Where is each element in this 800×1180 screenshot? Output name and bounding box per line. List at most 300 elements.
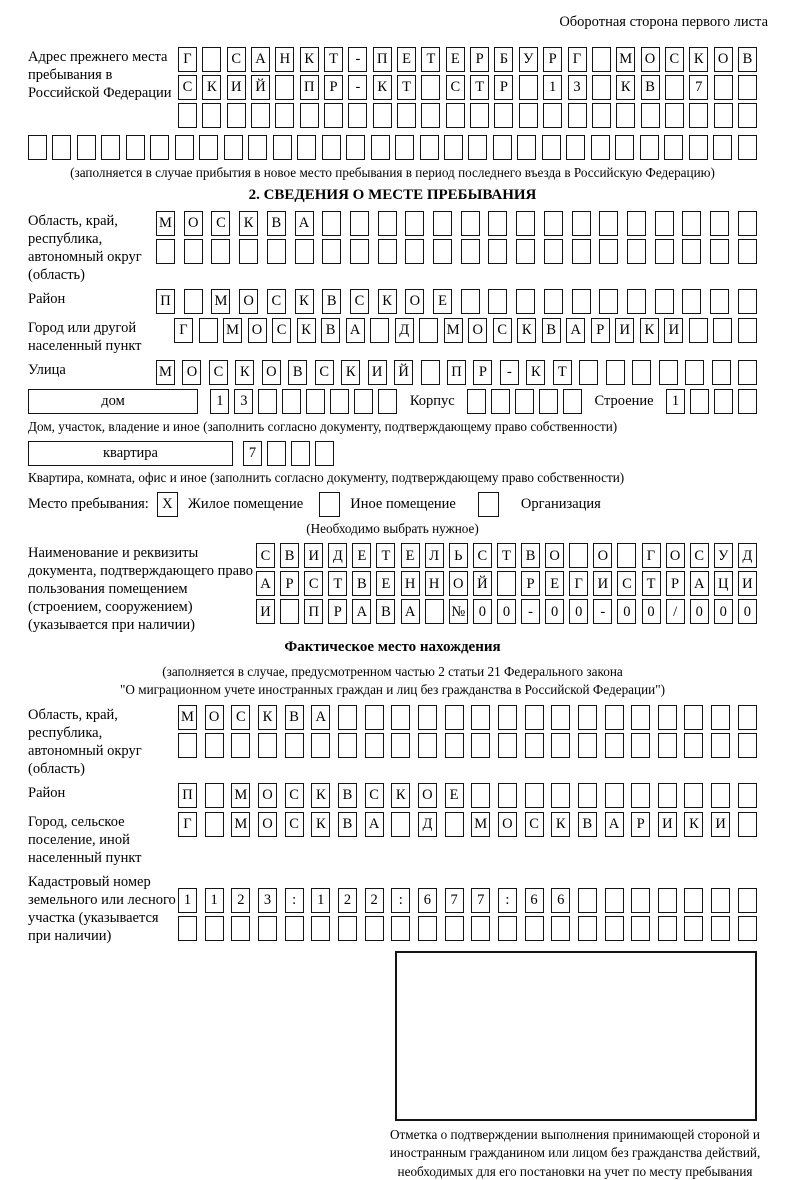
char-cell[interactable] xyxy=(605,733,624,758)
char-cell[interactable] xyxy=(295,239,314,264)
char-cell[interactable]: А xyxy=(311,705,330,730)
char-cell[interactable]: Г xyxy=(568,47,587,72)
char-cell[interactable]: П xyxy=(447,360,466,385)
confirmation-mark-box[interactable] xyxy=(395,951,757,1121)
char-cell[interactable]: С xyxy=(617,571,636,596)
stay-option-checkbox-organization[interactable] xyxy=(478,492,499,517)
char-cell[interactable] xyxy=(498,705,517,730)
char-cell[interactable] xyxy=(184,239,203,264)
char-cell[interactable] xyxy=(150,135,169,160)
char-cell[interactable]: 7 xyxy=(243,441,262,466)
char-cell[interactable]: 0 xyxy=(569,599,588,624)
char-cell[interactable]: - xyxy=(593,599,612,624)
char-cell[interactable] xyxy=(713,318,732,343)
char-cell[interactable]: 0 xyxy=(545,599,564,624)
char-cell[interactable]: А xyxy=(352,599,371,624)
char-cell[interactable]: К xyxy=(517,318,536,343)
char-cell[interactable]: Е xyxy=(433,289,452,314)
char-cell[interactable] xyxy=(231,733,250,758)
char-cell[interactable] xyxy=(713,135,732,160)
char-cell[interactable] xyxy=(202,103,221,128)
char-cell[interactable] xyxy=(348,103,367,128)
char-cell[interactable]: : xyxy=(391,888,410,913)
char-cell[interactable] xyxy=(493,135,512,160)
char-cell[interactable]: П xyxy=(373,47,392,72)
char-cell[interactable]: Т xyxy=(553,360,572,385)
char-cell[interactable]: Т xyxy=(497,543,516,568)
char-cell[interactable] xyxy=(655,239,674,264)
char-cell[interactable]: С xyxy=(211,211,230,236)
char-cell[interactable]: О xyxy=(641,47,660,72)
char-cell[interactable]: М xyxy=(471,812,490,837)
char-cell[interactable]: Р xyxy=(324,75,343,100)
char-cell[interactable] xyxy=(738,812,757,837)
char-cell[interactable] xyxy=(655,289,674,314)
char-cell[interactable]: Е xyxy=(445,783,464,808)
char-cell[interactable]: 7 xyxy=(689,75,708,100)
char-cell[interactable] xyxy=(365,916,384,941)
char-cell[interactable]: И xyxy=(738,571,757,596)
char-cell[interactable]: С xyxy=(178,75,197,100)
char-cell[interactable] xyxy=(551,705,570,730)
char-cell[interactable] xyxy=(306,389,325,414)
char-cell[interactable]: К xyxy=(297,318,316,343)
char-cell[interactable] xyxy=(461,239,480,264)
char-cell[interactable] xyxy=(378,239,397,264)
char-cell[interactable] xyxy=(275,103,294,128)
char-cell[interactable]: Й xyxy=(473,571,492,596)
char-cell[interactable]: Т xyxy=(328,571,347,596)
char-cell[interactable] xyxy=(572,289,591,314)
char-cell[interactable]: О xyxy=(239,289,258,314)
char-cell[interactable] xyxy=(685,360,704,385)
char-cell[interactable] xyxy=(446,103,465,128)
char-cell[interactable]: И xyxy=(227,75,246,100)
char-cell[interactable] xyxy=(605,888,624,913)
char-cell[interactable]: 1 xyxy=(178,888,197,913)
char-cell[interactable] xyxy=(615,135,634,160)
char-cell[interactable]: В xyxy=(321,318,340,343)
char-cell[interactable] xyxy=(605,783,624,808)
char-cell[interactable]: Р xyxy=(494,75,513,100)
char-cell[interactable] xyxy=(738,705,757,730)
char-cell[interactable]: 7 xyxy=(445,888,464,913)
char-cell[interactable] xyxy=(324,103,343,128)
char-cell[interactable]: - xyxy=(348,47,367,72)
char-cell[interactable]: Е xyxy=(446,47,465,72)
char-cell[interactable]: И xyxy=(664,318,683,343)
char-cell[interactable]: С xyxy=(525,812,544,837)
char-cell[interactable]: И xyxy=(711,812,730,837)
char-cell[interactable] xyxy=(568,103,587,128)
char-cell[interactable]: К xyxy=(391,783,410,808)
char-cell[interactable] xyxy=(445,916,464,941)
char-cell[interactable] xyxy=(461,289,480,314)
char-cell[interactable]: Г xyxy=(174,318,193,343)
char-cell[interactable] xyxy=(631,916,650,941)
char-cell[interactable] xyxy=(519,75,538,100)
char-cell[interactable]: А xyxy=(346,318,365,343)
char-cell[interactable] xyxy=(592,75,611,100)
char-cell[interactable] xyxy=(178,103,197,128)
char-cell[interactable] xyxy=(433,239,452,264)
char-cell[interactable]: 0 xyxy=(738,599,757,624)
char-cell[interactable]: К xyxy=(235,360,254,385)
char-cell[interactable]: С xyxy=(315,360,334,385)
char-cell[interactable]: Р xyxy=(631,812,650,837)
char-cell[interactable] xyxy=(684,916,703,941)
char-cell[interactable] xyxy=(205,916,224,941)
char-cell[interactable]: С xyxy=(304,571,323,596)
char-cell[interactable] xyxy=(714,389,733,414)
char-cell[interactable]: А xyxy=(256,571,275,596)
char-cell[interactable] xyxy=(738,783,757,808)
char-cell[interactable] xyxy=(202,47,221,72)
char-cell[interactable]: Б xyxy=(494,47,513,72)
char-cell[interactable]: Н xyxy=(401,571,420,596)
char-cell[interactable] xyxy=(300,103,319,128)
char-cell[interactable] xyxy=(420,135,439,160)
char-cell[interactable] xyxy=(711,783,730,808)
char-cell[interactable] xyxy=(738,389,757,414)
char-cell[interactable] xyxy=(544,289,563,314)
char-cell[interactable] xyxy=(714,103,733,128)
char-cell[interactable] xyxy=(297,135,316,160)
char-cell[interactable]: П xyxy=(300,75,319,100)
char-cell[interactable] xyxy=(354,389,373,414)
char-cell[interactable]: Р xyxy=(473,360,492,385)
char-cell[interactable]: К xyxy=(689,47,708,72)
char-cell[interactable]: Д xyxy=(328,543,347,568)
char-cell[interactable] xyxy=(338,705,357,730)
char-cell[interactable] xyxy=(605,916,624,941)
char-cell[interactable]: К xyxy=(311,783,330,808)
char-cell[interactable] xyxy=(641,103,660,128)
char-cell[interactable] xyxy=(418,916,437,941)
char-cell[interactable] xyxy=(665,75,684,100)
char-cell[interactable] xyxy=(498,783,517,808)
char-cell[interactable]: 6 xyxy=(418,888,437,913)
char-cell[interactable]: Н xyxy=(425,571,444,596)
char-cell[interactable] xyxy=(421,75,440,100)
char-cell[interactable] xyxy=(592,47,611,72)
char-cell[interactable]: С xyxy=(473,543,492,568)
char-cell[interactable] xyxy=(616,103,635,128)
char-cell[interactable]: - xyxy=(348,75,367,100)
char-cell[interactable] xyxy=(664,135,683,160)
char-cell[interactable]: В xyxy=(280,543,299,568)
char-cell[interactable]: Т xyxy=(376,543,395,568)
char-cell[interactable] xyxy=(445,812,464,837)
char-cell[interactable]: Г xyxy=(569,571,588,596)
char-cell[interactable] xyxy=(690,389,709,414)
char-cell[interactable] xyxy=(365,705,384,730)
char-cell[interactable]: С xyxy=(227,47,246,72)
char-cell[interactable] xyxy=(665,103,684,128)
char-cell[interactable] xyxy=(467,389,486,414)
char-cell[interactable] xyxy=(391,705,410,730)
char-cell[interactable] xyxy=(572,239,591,264)
char-cell[interactable]: О xyxy=(184,211,203,236)
char-cell[interactable] xyxy=(525,916,544,941)
char-cell[interactable]: О xyxy=(449,571,468,596)
char-cell[interactable]: Д xyxy=(395,318,414,343)
char-cell[interactable]: В xyxy=(338,783,357,808)
char-cell[interactable] xyxy=(391,733,410,758)
char-cell[interactable]: М xyxy=(156,211,175,236)
char-cell[interactable] xyxy=(488,239,507,264)
char-cell[interactable]: А xyxy=(566,318,585,343)
char-cell[interactable]: 0 xyxy=(473,599,492,624)
char-cell[interactable] xyxy=(373,103,392,128)
char-cell[interactable] xyxy=(205,783,224,808)
char-cell[interactable]: 0 xyxy=(497,599,516,624)
char-cell[interactable]: В xyxy=(641,75,660,100)
char-cell[interactable] xyxy=(516,211,535,236)
char-cell[interactable]: Р xyxy=(280,571,299,596)
char-cell[interactable] xyxy=(517,135,536,160)
char-cell[interactable] xyxy=(684,733,703,758)
char-cell[interactable] xyxy=(578,705,597,730)
char-cell[interactable]: В xyxy=(338,812,357,837)
char-cell[interactable] xyxy=(658,705,677,730)
char-cell[interactable]: К xyxy=(640,318,659,343)
char-cell[interactable]: Т xyxy=(470,75,489,100)
char-cell[interactable]: С xyxy=(690,543,709,568)
char-cell[interactable]: О xyxy=(248,318,267,343)
char-cell[interactable] xyxy=(468,135,487,160)
char-cell[interactable]: В xyxy=(542,318,561,343)
char-cell[interactable]: 3 xyxy=(234,389,253,414)
char-cell[interactable]: О xyxy=(545,543,564,568)
char-cell[interactable] xyxy=(658,733,677,758)
char-cell[interactable] xyxy=(689,318,708,343)
char-cell[interactable] xyxy=(525,705,544,730)
char-cell[interactable] xyxy=(632,360,651,385)
char-cell[interactable]: У xyxy=(519,47,538,72)
char-cell[interactable] xyxy=(599,289,618,314)
char-cell[interactable] xyxy=(205,812,224,837)
char-cell[interactable] xyxy=(689,103,708,128)
char-cell[interactable] xyxy=(711,705,730,730)
char-cell[interactable] xyxy=(712,360,731,385)
char-cell[interactable] xyxy=(391,916,410,941)
char-cell[interactable]: К xyxy=(300,47,319,72)
char-cell[interactable] xyxy=(365,733,384,758)
char-cell[interactable] xyxy=(175,135,194,160)
char-cell[interactable]: О xyxy=(405,289,424,314)
char-cell[interactable]: / xyxy=(666,599,685,624)
char-cell[interactable] xyxy=(710,289,729,314)
char-cell[interactable] xyxy=(539,389,558,414)
char-cell[interactable]: 0 xyxy=(714,599,733,624)
char-cell[interactable]: К xyxy=(373,75,392,100)
char-cell[interactable]: Е xyxy=(401,543,420,568)
char-cell[interactable]: В xyxy=(322,289,341,314)
char-cell[interactable]: В xyxy=(285,705,304,730)
char-cell[interactable] xyxy=(178,916,197,941)
char-cell[interactable]: 1 xyxy=(543,75,562,100)
char-cell[interactable]: 3 xyxy=(258,888,277,913)
char-cell[interactable] xyxy=(684,783,703,808)
char-cell[interactable]: И xyxy=(256,599,275,624)
char-cell[interactable]: Т xyxy=(642,571,661,596)
char-cell[interactable] xyxy=(418,733,437,758)
char-cell[interactable] xyxy=(224,135,243,160)
char-cell[interactable]: Р xyxy=(591,318,610,343)
char-cell[interactable] xyxy=(156,239,175,264)
char-cell[interactable] xyxy=(258,916,277,941)
char-cell[interactable]: А xyxy=(251,47,270,72)
char-cell[interactable] xyxy=(710,239,729,264)
char-cell[interactable] xyxy=(322,239,341,264)
char-cell[interactable] xyxy=(738,733,757,758)
char-cell[interactable] xyxy=(682,211,701,236)
char-cell[interactable] xyxy=(498,733,517,758)
char-cell[interactable] xyxy=(350,211,369,236)
char-cell[interactable] xyxy=(227,103,246,128)
char-cell[interactable] xyxy=(684,705,703,730)
char-cell[interactable]: А xyxy=(365,812,384,837)
char-cell[interactable]: О xyxy=(205,705,224,730)
char-cell[interactable]: Т xyxy=(324,47,343,72)
char-cell[interactable] xyxy=(418,705,437,730)
char-cell[interactable] xyxy=(631,888,650,913)
char-cell[interactable] xyxy=(101,135,120,160)
char-cell[interactable] xyxy=(658,888,677,913)
char-cell[interactable] xyxy=(395,135,414,160)
char-cell[interactable] xyxy=(330,389,349,414)
char-cell[interactable] xyxy=(566,135,585,160)
char-cell[interactable] xyxy=(569,543,588,568)
char-cell[interactable] xyxy=(251,103,270,128)
char-cell[interactable]: С xyxy=(256,543,275,568)
char-cell[interactable] xyxy=(682,289,701,314)
char-cell[interactable] xyxy=(338,916,357,941)
char-cell[interactable] xyxy=(543,103,562,128)
char-cell[interactable]: К xyxy=(616,75,635,100)
char-cell[interactable]: Ц xyxy=(714,571,733,596)
char-cell[interactable] xyxy=(497,571,516,596)
char-cell[interactable] xyxy=(494,103,513,128)
char-cell[interactable] xyxy=(579,360,598,385)
char-cell[interactable]: В xyxy=(578,812,597,837)
char-cell[interactable] xyxy=(282,389,301,414)
char-cell[interactable]: 1 xyxy=(666,389,685,414)
char-cell[interactable]: Д xyxy=(738,543,757,568)
char-cell[interactable]: Г xyxy=(178,812,197,837)
char-cell[interactable] xyxy=(397,103,416,128)
char-cell[interactable]: Е xyxy=(376,571,395,596)
char-cell[interactable] xyxy=(52,135,71,160)
char-cell[interactable]: К xyxy=(684,812,703,837)
char-cell[interactable]: Р xyxy=(470,47,489,72)
char-cell[interactable]: О xyxy=(182,360,201,385)
char-cell[interactable] xyxy=(627,211,646,236)
char-cell[interactable] xyxy=(525,733,544,758)
char-cell[interactable] xyxy=(738,75,757,100)
stay-option-checkbox-residential[interactable]: X xyxy=(157,492,178,517)
char-cell[interactable]: С xyxy=(350,289,369,314)
char-cell[interactable] xyxy=(338,733,357,758)
char-cell[interactable] xyxy=(77,135,96,160)
char-cell[interactable]: К xyxy=(311,812,330,837)
char-cell[interactable]: К xyxy=(295,289,314,314)
char-cell[interactable] xyxy=(516,289,535,314)
char-cell[interactable]: И xyxy=(593,571,612,596)
char-cell[interactable] xyxy=(572,211,591,236)
char-cell[interactable]: М xyxy=(178,705,197,730)
char-cell[interactable] xyxy=(711,888,730,913)
char-cell[interactable] xyxy=(471,916,490,941)
char-cell[interactable] xyxy=(370,318,389,343)
char-cell[interactable] xyxy=(640,135,659,160)
char-cell[interactable] xyxy=(285,733,304,758)
char-cell[interactable] xyxy=(738,289,757,314)
char-cell[interactable]: В xyxy=(738,47,757,72)
char-cell[interactable]: 7 xyxy=(471,888,490,913)
char-cell[interactable]: К xyxy=(258,705,277,730)
char-cell[interactable]: О xyxy=(714,47,733,72)
char-cell[interactable]: О xyxy=(262,360,281,385)
stay-option-checkbox-other[interactable] xyxy=(319,492,340,517)
char-cell[interactable] xyxy=(631,705,650,730)
char-cell[interactable]: А xyxy=(401,599,420,624)
char-cell[interactable]: К xyxy=(526,360,545,385)
char-cell[interactable] xyxy=(315,441,334,466)
char-cell[interactable]: В xyxy=(267,211,286,236)
char-cell[interactable]: Т xyxy=(397,75,416,100)
char-cell[interactable] xyxy=(470,103,489,128)
char-cell[interactable]: О xyxy=(258,783,277,808)
char-cell[interactable]: С xyxy=(493,318,512,343)
char-cell[interactable]: А xyxy=(295,211,314,236)
char-cell[interactable]: Е xyxy=(397,47,416,72)
char-cell[interactable] xyxy=(471,733,490,758)
char-cell[interactable]: И xyxy=(615,318,634,343)
char-cell[interactable] xyxy=(405,211,424,236)
char-cell[interactable] xyxy=(599,211,618,236)
char-cell[interactable]: У xyxy=(714,543,733,568)
char-cell[interactable] xyxy=(682,239,701,264)
char-cell[interactable]: С xyxy=(285,812,304,837)
char-cell[interactable]: С xyxy=(209,360,228,385)
char-cell[interactable]: 6 xyxy=(551,888,570,913)
char-cell[interactable]: О xyxy=(468,318,487,343)
char-cell[interactable]: Й xyxy=(251,75,270,100)
char-cell[interactable]: М xyxy=(223,318,242,343)
char-cell[interactable]: М xyxy=(156,360,175,385)
char-cell[interactable]: Р xyxy=(666,571,685,596)
char-cell[interactable]: М xyxy=(231,783,250,808)
char-cell[interactable]: 2 xyxy=(365,888,384,913)
char-cell[interactable] xyxy=(617,543,636,568)
char-cell[interactable] xyxy=(248,135,267,160)
char-cell[interactable] xyxy=(311,733,330,758)
char-cell[interactable]: 2 xyxy=(231,888,250,913)
char-cell[interactable]: О xyxy=(666,543,685,568)
char-cell[interactable] xyxy=(551,783,570,808)
char-cell[interactable] xyxy=(199,135,218,160)
char-cell[interactable] xyxy=(378,389,397,414)
char-cell[interactable] xyxy=(544,211,563,236)
char-cell[interactable]: Ь xyxy=(449,543,468,568)
char-cell[interactable]: 0 xyxy=(642,599,661,624)
char-cell[interactable] xyxy=(419,318,438,343)
char-cell[interactable] xyxy=(658,783,677,808)
char-cell[interactable]: С xyxy=(285,783,304,808)
char-cell[interactable] xyxy=(491,389,510,414)
